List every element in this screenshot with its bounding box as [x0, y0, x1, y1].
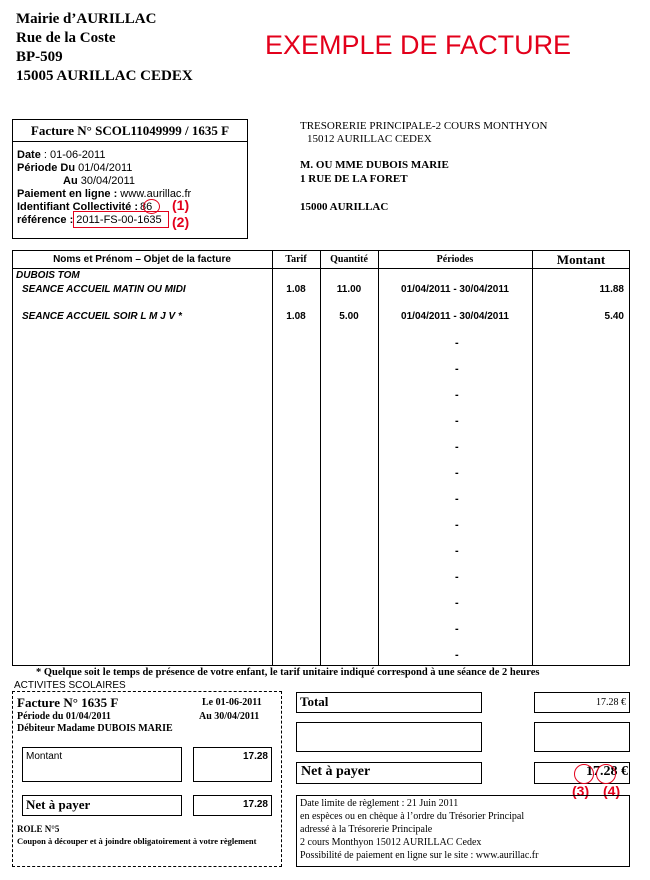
- payment-deadline: Date limite de règlement : 21 Juin 2011: [300, 798, 459, 809]
- coupon-debtor: Débiteur Madame DUBOIS MARIE: [17, 723, 173, 734]
- recipient-line: M. OU MME DUBOIS MARIE: [300, 159, 449, 171]
- sender-line: Rue de la Coste: [16, 30, 116, 46]
- coupon-amount-label: Montant: [26, 751, 63, 762]
- net-label: Net à payer: [301, 764, 371, 779]
- row-periode: 01/04/2011 - 30/04/2011: [401, 311, 509, 322]
- empty-row-dash: -: [455, 649, 459, 661]
- invoice-box-divider: [12, 141, 248, 142]
- coupon-period-value: 01/04/2011: [63, 711, 111, 722]
- sender-line: 15005 AURILLAC CEDEX: [16, 68, 193, 84]
- reference-highlight: [73, 211, 169, 228]
- row-quantite: 5.00: [339, 311, 359, 322]
- row-montant: 5.40: [604, 311, 624, 322]
- empty-row-dash: -: [455, 337, 459, 349]
- row-periode: 01/04/2011 - 30/04/2011: [401, 284, 509, 295]
- row-montant: 11.88: [599, 284, 624, 295]
- payment-info-line: en espèces ou en chèque à l’ordre du Trésorier Principal: [300, 811, 525, 822]
- payment-online-note: Possibilité de paiement en ligne sur le site : www.aurillac.fr: [300, 850, 539, 861]
- coupon-amount-value: 17.28: [242, 751, 268, 762]
- payment-info: [300, 797, 538, 862]
- online-payment: [17, 188, 191, 200]
- collectivity-label: Identifiant Collectivité :: [17, 201, 139, 213]
- annotation-circle-4: [596, 764, 616, 784]
- empty-row-dash: -: [455, 441, 459, 453]
- header-quantite: Quantité: [330, 254, 368, 265]
- sender-line: Mairie d’AURILLAC: [16, 11, 157, 27]
- coupon-period-label: Période du: [17, 711, 64, 722]
- header-periodes: Périodes: [436, 254, 474, 265]
- total-value: 17.28 €: [596, 697, 626, 708]
- row-label: SEANCE ACCUEIL MATIN OU MIDI: [22, 284, 186, 295]
- empty-row-dash: -: [455, 389, 459, 401]
- period-label: Période Du: [17, 162, 76, 174]
- invoice-period-end: [63, 175, 135, 187]
- empty-row-dash: -: [455, 519, 459, 531]
- reference-label: référence :: [17, 214, 74, 226]
- coupon-period-from: [17, 711, 111, 722]
- annotation-4: (4): [603, 783, 621, 799]
- row-tarif: 1.08: [286, 311, 306, 322]
- annotation-1: (1): [172, 197, 190, 213]
- empty-row-dash: -: [455, 623, 459, 635]
- coupon-note: Coupon à découper et à joindre obligatoirement à votre règlement: [17, 836, 257, 846]
- row-tarif: 1.08: [286, 284, 306, 295]
- period-to: 30/04/2011: [77, 175, 135, 187]
- recipient-line: 1 RUE DE LA FORET: [300, 173, 408, 185]
- net-value-currency: €: [617, 764, 628, 779]
- empty-row-dash: -: [455, 597, 459, 609]
- invoice-period: [17, 162, 132, 174]
- header-montant: Montant: [556, 252, 606, 267]
- sender-line: BP-509: [16, 49, 63, 65]
- treasury-line: TRESORERIE PRINCIPALE-2 COURS MONTHYON: [300, 120, 548, 132]
- annotation-2: (2): [172, 214, 190, 230]
- date-value: : 01-06-2011: [40, 149, 106, 161]
- activities-label: ACTIVITES SCOLAIRES: [14, 680, 126, 691]
- header-tarif: Tarif: [285, 254, 307, 265]
- document-title: EXEMPLE DE FACTURE: [265, 30, 572, 60]
- coupon-invoice-number: Facture N° 1635 F: [17, 695, 119, 710]
- row-label: SEANCE ACCUEIL SOIR L M J V *: [22, 311, 182, 322]
- header-name: Noms et Prénom – Objet de la facture: [53, 254, 231, 265]
- blank-row-value-box: [534, 722, 630, 752]
- empty-row-dash: -: [455, 467, 459, 479]
- empty-row-dash: -: [455, 415, 459, 427]
- empty-row-dash: -: [455, 493, 459, 505]
- payment-info-line: 2 cours Monthyon 15012 AURILLAC Cedex: [300, 837, 482, 848]
- annotation-3: (3): [572, 783, 590, 799]
- row-quantite: 11.00: [336, 284, 362, 295]
- annotation-circle-3: [574, 764, 594, 784]
- empty-row-dash: -: [455, 571, 459, 583]
- empty-row-dash: -: [455, 363, 459, 375]
- coupon-period-to: Au 30/04/2011: [199, 711, 260, 722]
- reference-value: 2011-FS-00-1635: [76, 214, 162, 226]
- payment-label: Paiement en ligne :: [17, 188, 118, 200]
- invoice-number-title: Facture N° SCOL11049999 / 1635 F: [30, 123, 230, 138]
- coupon-date: Le 01-06-2011: [202, 697, 262, 708]
- empty-row-dash: -: [455, 545, 459, 557]
- total-label: Total: [300, 694, 329, 709]
- period-to-label: Au: [63, 175, 78, 187]
- treasury-address: [300, 120, 547, 146]
- coupon-role: ROLE N°5: [17, 824, 60, 834]
- date-label: Date: [17, 149, 41, 161]
- child-name: DUBOIS TOM: [16, 270, 80, 281]
- blank-row-box: [296, 722, 482, 752]
- period-from: 01/04/2011: [75, 162, 133, 174]
- coupon-net-label: Net à payer: [26, 797, 91, 812]
- table-header-divider: [12, 268, 630, 269]
- recipient-address: [300, 158, 449, 214]
- collectivity-value: 86: [140, 201, 153, 213]
- recipient-line: 15000 AURILLAC: [300, 201, 389, 213]
- invoice-date: [17, 149, 105, 161]
- net-value-amount: 17.28: [586, 764, 618, 779]
- footnote: * Quelque soit le temps de présence de votre enfant, le tarif unitaire indiqué correspond à une séance de 2 heures: [36, 667, 540, 678]
- sender-address: [16, 10, 193, 86]
- coupon-net-value: 17.28: [242, 799, 268, 810]
- payment-info-line: adressé à la Trésorerie Principale: [300, 824, 433, 835]
- treasury-line: 15012 AURILLAC CEDEX: [307, 133, 432, 145]
- payment-url[interactable]: www.aurillac.fr: [117, 188, 192, 200]
